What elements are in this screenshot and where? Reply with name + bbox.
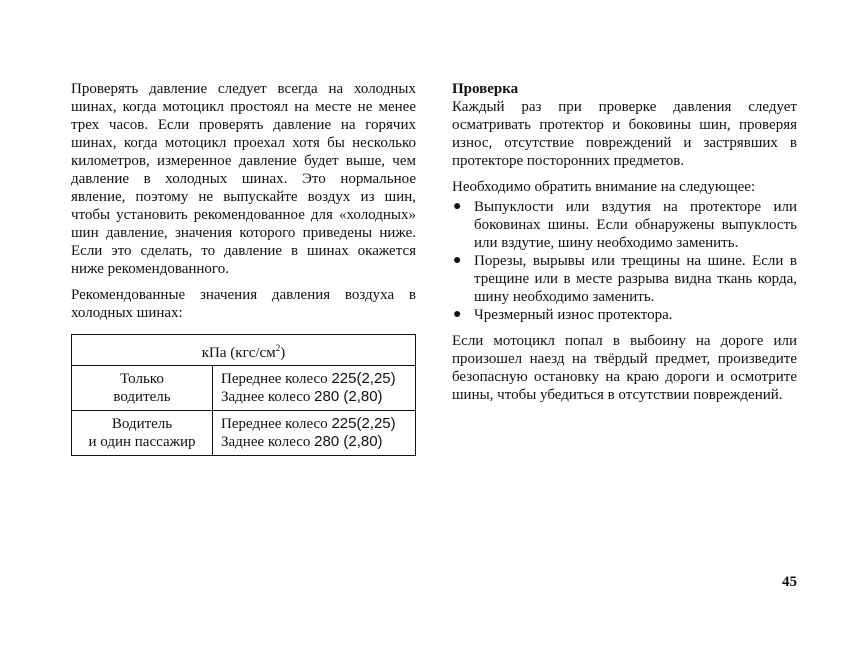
section-heading: Проверка [452,81,519,97]
rear-wheel-label: Заднее колесо [221,389,315,405]
front-wheel-value: 225(2,25) [331,370,396,387]
check-list [452,198,797,324]
rear-wheel-label: Заднее колесо [221,434,315,450]
front-wheel-label: Переднее колесо [221,416,332,432]
load-label-line: Водитель [111,416,173,432]
rear-wheel-line [221,433,407,451]
front-wheel-value: 225(2,25) [331,415,396,432]
front-wheel-label: Переднее колесо [221,371,332,387]
table-row [72,411,416,456]
table-header-row [72,335,416,366]
table-row [72,366,416,411]
list-item [452,252,797,306]
load-label-cell [72,411,213,456]
list-item-text: Чрезмерный износ протектора. [474,307,673,323]
units-superscript: 2 [275,342,281,353]
table-header-cell [72,335,416,366]
load-label-line: водитель [113,389,171,405]
list-item [452,306,797,324]
list-item-text: Выпуклости или вздутия на протекторе или боковинах шины. Если обнаружены выпуклость или вздутие, шину необходимо заменить. [474,199,797,251]
pressure-values-cell [213,366,416,411]
units-label: кПа (кгс/см [201,344,276,361]
pressure-table [71,334,416,456]
bullet-icon: ● [453,253,462,268]
rear-wheel-value: 280 (2,80) [314,433,383,450]
bullet-icon: ● [453,199,462,214]
intro-paragraph: Проверять давление следует всегда на холодных шинах, когда мотоцикл простоял на месте не менее трех часов. Если проверять давление на горячих шинах, когда мотоцикл проехал хотя бы несколько километров, измеренное давление будет выше, чем давление в холодных шинах. Это нормальное явление, поэтому не выпускайте воздух из шин, чтобы установить рекомендованное для «холодных» шин давление, значения которого приведены ниже. Если это сделать, то давление в шинах окажется ниже рекомендованного. [71,81,416,277]
inspection-paragraph: Каждый раз при проверке давления следует осматривать протектор и боковины шин, проверяя износ, отсутствие повреждений и застрявших в протекторе посторонних предметов. [452,99,797,169]
load-label-cell [72,366,213,411]
table-intro-paragraph: Рекомендованные значения давления воздуха в холодных шинах: [71,287,416,321]
front-wheel-line [221,370,407,388]
rear-wheel-value: 280 (2,80) [314,388,383,405]
left-column [71,80,416,456]
right-column [452,80,797,412]
list-item [452,198,797,252]
pothole-paragraph: Если мотоцикл попал в выбоину на дороге или произошел наезд на твёрдый предмет, произведите безопасную остановку на краю дороги и осмотрите шины, чтобы убедиться в отсутствии повреждений. [452,333,797,403]
attention-paragraph: Необходимо обратить внимание на следующее: [452,179,756,195]
bullet-icon: ● [453,307,462,322]
page-number: 45 [782,574,797,590]
rear-wheel-line [221,388,407,406]
front-wheel-line [221,415,407,433]
list-item-text: Порезы, вырывы или трещины на шине. Если в трещине или в месте разрыва видна ткань корда, шину необходимо заменить. [474,253,797,305]
load-label-line: Только [120,371,164,387]
units-close: ) [280,344,286,361]
load-label-line: и один пассажир [88,434,196,450]
pressure-values-cell [213,411,416,456]
